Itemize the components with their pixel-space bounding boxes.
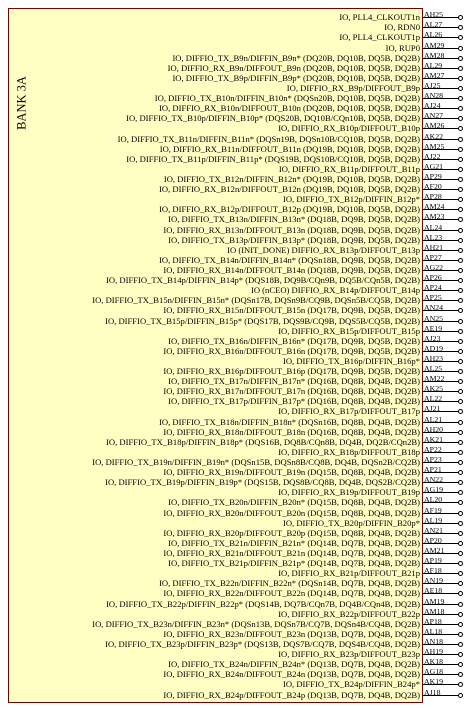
pin-number: AP18 [424,616,442,626]
pin-row [0,525,470,538]
pin-number: AK25 [424,384,444,394]
pin-end-dot [458,228,463,233]
pin-number: AN22 [424,475,444,485]
pin-end-dot [458,207,463,212]
pin-end-dot [458,66,463,71]
pin-end-dot [458,116,463,121]
pin-end-dot [458,581,463,586]
pin-signal-label: IO, DIFFIO_RX_B23p/DIFFOUT_B23p [278,649,420,660]
pin-end-dot [458,319,463,324]
pin-row [0,285,470,295]
pin-row [0,93,470,103]
pin-number: AP20 [424,535,442,545]
pin-row [0,252,470,265]
pin-signal-label: IO, DIFFIO_TX_B23p/DIFFIN_B23p* (DQS13B, DQS7B/CQ7B, DQS4B/CQ4B, DQ2B) [105,639,420,650]
pin-signal-label: IO, RDN0 [384,22,420,33]
pin-row [0,123,470,133]
pin-end-dot [458,612,463,617]
pin-number: AP29 [424,171,442,181]
pin-number: AK19 [424,677,444,687]
pin-row [0,262,470,275]
pin-signal-label: IO, DIFFIO_TX_B15p/DIFFIN_B15p* (DQS17B, DQS9B/CQ9B, DQS5B/CQ5B, DQ2B) [105,315,420,326]
pin-end-dot [458,693,463,698]
pin-signal-label: IO, DIFFIO_RX_B10n/DIFFOUT_B10n (DQ20B, DQ10B, DQ5B, DQ2B) [159,103,420,114]
pin-end-dot [458,420,463,425]
pin-end-dot [458,480,463,485]
pin-number: AK21 [424,434,444,444]
pin-row [0,515,470,528]
pin-signal-label: IO, PLL4_CLKOUT1n [339,12,420,23]
pin-row [0,535,470,548]
pin-end-dot [458,167,463,172]
pin-row [0,222,470,235]
pin-end-dot [458,662,463,667]
pin-number: AK22 [424,131,444,141]
pin-row [0,204,470,214]
pin-signal-label: IO, DIFFIO_RX_B24n/DIFFOUT_B24n (DQ13B, DQ7B, DQ4B, DQ2B) [163,669,420,680]
pin-end-dot [458,511,463,516]
pin-signal-label: IO, DIFFIO_RX_B17n/DIFFOUT_B17n (DQ16B, DQ8B, DQ4B, DQ2B) [163,386,420,397]
pin-signal-label: IO, DIFFIO_TX_B11n/DIFFIN_B11n* (DQSn19B, DQSn10B/CQ10B, DQ5B, DQ2B) [117,133,420,144]
pin-signal-label: IO, DIFFIO_RX_B20p/DIFFOUT_B20p (DQ15B, DQ8B, DQ4B, DQ2B) [163,527,420,538]
pin-end-dot [458,46,463,51]
pin-signal-label: IO, DIFFIO_TX_B10p/DIFFIN_B10p* (DQS20B, DQ10B/CQn10B, DQ5B, DQ2B) [126,113,420,124]
pin-number: AH21 [424,242,444,252]
pin-row [0,669,470,679]
pin-row [0,103,470,113]
pin-row [0,353,470,366]
pin-signal-label: IO, DIFFIO_TX_B17p/DIFFIN_B17p* (DQ16B, DQ8B, DQ4B, DQ2B) [168,396,420,407]
pin-signal-label: IO, DIFFIO_RX_B14n/DIFFOUT_B14n (DQ18B, DQ9B, DQ5B, DQ2B) [163,264,420,275]
pin-signal-label: IO, DIFFIO_TX_B18p/DIFFIN_B18p* (DQS16B, DQ8B/CQn8B, DQ4B, DQ2B/CQn2B) [106,436,420,447]
pin-number: AE19 [424,323,443,333]
pin-row [0,386,470,396]
pin-number: AN21 [424,525,444,535]
pin-number: AP22 [424,444,442,454]
pin-row [0,414,470,427]
pin-signal-label: IO, DIFFIO_TX_B14p/DIFFIN_B14p* (DQS18B, DQ9B/CQn9B, DQ5B/CQn5B, DQ2B) [106,275,420,286]
pin-end-dot [458,278,463,283]
pin-end-dot [458,126,463,131]
pin-signal-label: IO, DIFFIO_TX_B22n/DIFFIN_B22n* (DQSn14B, DQ7B, DQ4B, DQ2B) [159,578,420,589]
pin-end-dot [458,541,463,546]
pin-number: AP23 [424,455,442,465]
pin-row [0,141,470,154]
pin-row [0,424,470,437]
pin-end-dot [458,672,463,677]
pin-signal-label: IO, DIFFIO_TX_B11p/DIFFIN_B11p* (DQS19B, DQS10B/CQ10B, DQ5B, DQ2B) [126,153,420,164]
pin-end-dot [458,500,463,505]
pin-end-dot [458,632,463,637]
pin-row [0,214,470,224]
pin-signal-label: IO, DIFFIO_TX_B24n/DIFFIN_B24n* (DQ13B, DQ7B, DQ4B, DQ2B) [168,659,420,670]
pin-number: AF18 [424,566,442,576]
pin-end-dot [458,490,463,495]
pin-row [0,434,470,447]
pin-signal-label: IO, DIFFIO_TX_B14n/DIFFIN_B14n* (DQSn18B, DQ9B, DQ5B, DQ2B) [159,254,420,265]
pin-number: AH19 [424,647,444,657]
pin-number: AP26 [424,273,442,283]
pin-end-dot [458,399,463,404]
pin-signal-label: IO, DIFFIO_RX_B24p/DIFFOUT_B24p (DQ13B, DQ7B, DQ4B, DQ2B) [163,689,420,700]
pin-number: AJ25 [424,80,441,90]
pin-end-dot [458,450,463,455]
pin-end-dot [458,339,463,344]
pin-row [0,171,470,184]
pin-signal-label: IO, DIFFIO_TX_B20p/DIFFIN_B20p* [282,517,420,528]
pin-number: AJ22 [424,151,441,161]
pin-number: AM23 [424,212,445,222]
pin-signal-label: IO, DIFFIO_TX_B18n/DIFFIN_B18n* (DQSn16B, DQ8B, DQ4B, DQ2B) [159,416,420,427]
pin-row [0,444,470,457]
pin-end-dot [458,440,463,445]
pin-end-dot [458,349,463,354]
pin-signal-label: IO, DIFFIO_TX_B15n/DIFFIN_B15n* (DQSn17B, DQSn9B/CQ9B, DQSn5B/CQ5B, DQ2B) [92,295,420,306]
pin-number: AP25 [424,293,442,303]
pin-signal-label: IO, DIFFIO_RX_B15n/DIFFOUT_B15n (DQ17B, DQ9B, DQ5B, DQ2B) [163,305,420,316]
pin-signal-label: IO, DIFFIO_TX_B21p/DIFFIN_B21p* (DQ14B, DQ7B, DQ4B, DQ2B) [168,558,420,569]
pin-signal-label: IO, DIFFIO_TX_B17n/DIFFIN_B17n* (DQ16B, DQ8B, DQ4B, DQ2B) [168,376,420,387]
pin-number: AH23 [424,353,444,363]
pin-end-dot [458,187,463,192]
pin-row [0,616,470,629]
pin-number: AK18 [424,657,444,667]
pin-number: AM18 [424,606,445,616]
pin-signal-label: IO, DIFFIO_TX_B24p/DIFFIN_B24p* [282,679,420,690]
pin-end-dot [458,329,463,334]
pin-row [0,687,470,700]
pin-end-dot [458,531,463,536]
pin-number: AM27 [424,70,445,80]
bank-label-text: BANK 3A [14,76,29,130]
pin-row [0,596,470,609]
pin-row [0,343,470,356]
pin-end-dot [458,197,463,202]
pin-row [0,588,470,598]
pin-row [0,396,470,406]
pin-end-dot [458,551,463,556]
pin-signal-label: IO (INIT_DONE) DIFFIO_RX_B13p/DIFFOUT_B13p [227,244,420,255]
pin-number: AP19 [424,556,442,566]
pin-signal-label: IO, DIFFIO_RX_B10p/DIFFOUT_B10p [278,123,420,134]
pin-row [0,649,470,659]
pin-number: AF20 [424,182,442,192]
pin-signal-label: IO, PLL4_CLKOUT1p [339,32,420,43]
pin-number: AG21 [424,161,444,171]
pin-row [0,505,470,518]
pin-end-dot [458,571,463,576]
pin-end-dot [458,157,463,162]
pin-end-dot [458,177,463,182]
pin-end-dot [458,369,463,374]
pin-row [0,548,470,558]
pin-end-dot [458,561,463,566]
pin-number: AL21 [424,414,443,424]
pin-signal-label: IO, DIFFIO_TX_B16n/DIFFIN_B16n* (DQ17B, DQ9B, DQ5B, DQ2B) [168,335,420,346]
pin-signal-label: IO, DIFFIO_RX_B11p/DIFFOUT_B11p [278,163,420,174]
pin-row [0,60,470,73]
pin-end-dot [458,288,463,293]
pin-signal-label: IO, DIFFIO_RX_B12p/DIFFOUT_B12p (DQ19B, DQ10B, DQ5B, DQ2B) [159,204,420,215]
pin-row [0,558,470,568]
pin-row [0,323,470,336]
pin-end-dot [458,258,463,263]
pin-end-dot [458,652,463,657]
pin-end-dot [458,521,463,526]
pin-row [0,487,470,497]
pin-end-dot [458,76,463,81]
pin-row [0,333,470,346]
pin-number: AL29 [424,60,443,70]
pin-end-dot [458,379,463,384]
pin-number: AE18 [424,586,443,596]
pin-row [0,131,470,144]
pin-number: AP24 [424,283,442,293]
pin-number: AN25 [424,313,444,323]
pin-end-dot [458,35,463,40]
pin-number: AN19 [424,576,444,586]
pin-signal-label: IO, DIFFIO_TX_B10n/DIFFIN_B10n* (DQSn20B, DQ10B, DQ5B, DQ2B) [154,93,420,104]
pin-signal-label: IO, DIFFIO_RX_B11n/DIFFOUT_B11n (DQ19B, DQ10B, DQ5B, DQ2B) [159,143,420,154]
pin-row [0,32,470,42]
pin-signal-label: IO, DIFFIO_RX_B15p/DIFFOUT_B15p [278,325,420,336]
pin-end-dot [458,96,463,101]
pin-signal-label: IO, DIFFIO_RX_B18p/DIFFOUT_B18p [278,446,420,457]
pin-signal-label: IO, DIFFIO_RX_B22p/DIFFOUT_B22p [278,608,420,619]
pin-signal-label: IO, DIFFIO_TX_B12n/DIFFIN_B12n* (DQ19B, DQ10B, DQ5B, DQ2B) [163,173,420,184]
pin-number: AN28 [424,91,444,101]
pin-signal-label: IO, DIFFIO_RX_B23n/DIFFOUT_B23n (DQ13B, DQ7B, DQ4B, DQ2B) [163,628,420,639]
pin-number: AG18 [424,667,444,677]
pin-signal-label: IO, DIFFIO_RX_B21p/DIFFOUT_B21p [278,568,420,579]
pin-row [0,295,470,305]
pin-number: AJ24 [424,101,441,111]
pin-number: AL22 [424,394,443,404]
pin-number: AH20 [424,424,444,434]
pin-signal-label: IO, DIFFIO_RX_B21n/DIFFOUT_B21n (DQ14B, DQ7B, DQ4B, DQ2B) [163,548,420,559]
pin-row [0,113,470,123]
pin-number: AM28 [424,50,445,60]
pin-row [0,70,470,83]
pin-end-dot [458,15,463,20]
pin-number: AH25 [424,10,444,20]
pin-number: AN24 [424,303,444,313]
pin-signal-label: IO, DIFFIO_TX_B20n/DIFFIN_B20n* (DQ15B, DQ8B, DQ4B, DQ2B) [168,497,420,508]
pin-signal-label: IO, DIFFIO_RX_B17p/DIFFOUT_B17p [278,406,420,417]
pin-end-dot [458,591,463,596]
pin-end-dot [458,470,463,475]
pin-signal-label: IO, DIFFIO_TX_B9p/DIFFIN_B9p* (DQ20B, DQ10B, DQ5B, DQ2B) [172,72,420,83]
pin-signal-label: IO, DIFFIO_TX_B16p/DIFFIN_B16p* [282,355,420,366]
pin-end-dot [458,642,463,647]
pin-row [0,232,470,245]
pin-number: AM24 [424,202,445,212]
pin-row [0,679,470,689]
pin-number: AF19 [424,505,442,515]
pin-row [0,50,470,63]
pin-signal-label: IO, DIFFIO_TX_B13n/DIFFIN_B13n* (DQ18B, DQ9B, DQ5B, DQ2B) [168,214,420,225]
pin-number: AL26 [424,30,443,40]
pin-row [0,568,470,578]
pin-signal-label: IO, RUP0 [385,42,420,53]
pin-signal-label: IO, DIFFIO_TX_B19p/DIFFIN_B19p* (DQS15B, DQS8B/CQ8B, DQ4B, DQS2B/CQ2B) [105,477,420,488]
pin-number: AL27 [424,20,443,30]
pin-row [0,22,470,32]
pin-end-dot [458,298,463,303]
pin-end-dot [458,460,463,465]
pin-number: AL19 [424,515,443,525]
pin-end-dot [458,430,463,435]
pin-row [0,457,470,467]
pin-number: AG22 [424,262,444,272]
pin-row [0,626,470,639]
pin-row [0,659,470,669]
pin-number: AN18 [424,637,444,647]
pin-signal-label: IO, DIFFIO_RX_B22n/DIFFOUT_B22n (DQ14B, DQ7B, DQ4B, DQ2B) [163,588,420,599]
pin-end-dot [458,359,463,364]
pin-row [0,194,470,204]
pin-end-dot [458,106,463,111]
pin-end-dot [458,25,463,30]
pin-end-dot [458,248,463,253]
pin-end-dot [458,622,463,627]
pin-row [0,467,470,477]
pin-end-dot [458,682,463,687]
pin-end-dot [458,137,463,142]
pin-row [0,366,470,376]
pin-row [0,376,470,386]
pin-row [0,313,470,326]
pin-signal-label: IO, DIFFIO_TX_B19n/DIFFIN_B19n* (DQSn15B, DQSn8B/CQ8B, DQ4B, DQSn2B/CQ2B) [92,457,420,468]
pin-signal-label: IO, DIFFIO_RX_B19p/DIFFOUT_B19p [278,487,420,498]
pin-number: AM25 [424,141,445,151]
pin-number: AD19 [424,343,444,353]
pin-signal-label: IO, DIFFIO_RX_B16p/DIFFOUT_B16p (DQ17B, DQ9B, DQ5B, DQ2B) [163,366,420,377]
pin-signal-label: IO, DIFFIO_RX_B13n/DIFFOUT_B13n (DQ18B, DQ9B, DQ5B, DQ2B) [163,224,420,235]
pin-signal-label: IO, DIFFIO_RX_B9n/DIFFOUT_B9n (DQ20B, DQ10B, DQ5B, DQ2B) [167,62,420,73]
pin-end-dot [458,147,463,152]
pin-row [0,242,470,255]
pin-row [0,161,470,174]
pin-row [0,12,470,22]
pin-number: AJ18 [424,687,441,697]
pin-row [0,639,470,649]
pin-row [0,184,470,194]
pin-row [0,606,470,619]
pin-end-dot [458,409,463,414]
pin-row [0,40,470,53]
pin-row [0,497,470,507]
pin-number: AG19 [424,485,444,495]
pin-number: AM22 [424,374,445,384]
pin-signal-label: IO, DIFFIO_RX_B9p/DIFFOUT_B9p [286,82,420,93]
pin-number: AP28 [424,192,442,202]
pin-end-dot [458,217,463,222]
pin-number: AL18 [424,626,443,636]
pin-number: AL24 [424,222,443,232]
pin-number: AJ23 [424,333,441,343]
pin-signal-label: IO, DIFFIO_TX_B23n/DIFFIN_B23n* (DQSn13B, DQSn7B/CQ7B, DQSn4B/CQ4B, DQ2B) [92,618,420,629]
pin-number: AL25 [424,364,443,374]
pin-row [0,305,470,315]
pin-signal-label: IO, DIFFIO_RX_B19n/DIFFOUT_B19n (DQ15B, DQ8B, DQ4B, DQ2B) [163,467,420,478]
pin-row [0,275,470,285]
pin-signal-label: IO, DIFFIO_TX_B13p/DIFFIN_B13p* (DQ18B, DQ9B, DQ5B, DQ2B) [168,234,420,245]
pin-number: AJ21 [424,404,441,414]
pin-signal-label: IO, DIFFIO_TX_B22p/DIFFIN_B22p* (DQS14B, DQ7B/CQn7B, DQ4B/CQn4B, DQ2B) [106,598,420,609]
pin-signal-label: IO, DIFFIO_RX_B12n/DIFFOUT_B12n (DQ19B, DQ10B, DQ5B, DQ2B) [159,184,420,195]
pin-number: AM29 [424,40,445,50]
pin-signal-label: IO, DIFFIO_RX_B16n/DIFFOUT_B16n (DQ17B, DQ9B, DQ5B, DQ2B) [163,345,420,356]
pin-signal-label: IO, DIFFIO_RX_B20n/DIFFOUT_B20n (DQ15B, DQ8B, DQ4B, DQ2B) [163,507,420,518]
pin-end-dot [458,308,463,313]
pin-end-dot [458,268,463,273]
pin-number: AL23 [424,232,443,242]
pin-number: AM26 [424,121,445,131]
pin-end-dot [458,86,463,91]
pin-end-dot [458,56,463,61]
pin-number: AM19 [424,596,445,606]
pin-signal-label: IO, DIFFIO_TX_B12p/DIFFIN_B12p* [282,194,420,205]
pin-signal-label: IO (nCEO) DIFFIO_RX_B14p/DIFFOUT_B14p [250,285,420,296]
pin-row [0,80,470,93]
pin-number: AL20 [424,495,443,505]
pin-number: AM21 [424,546,445,556]
pin-signal-label: IO, DIFFIO_TX_B21n/DIFFIN_B21n* (DQ14B, DQ7B, DQ4B, DQ2B) [168,537,420,548]
pin-row [0,477,470,487]
pin-end-dot [458,238,463,243]
pin-number: AP27 [424,252,442,262]
pin-end-dot [458,389,463,394]
pin-row [0,406,470,416]
pin-end-dot [458,602,463,607]
pin-number: AN27 [424,111,444,121]
pin-signal-label: IO, DIFFIO_RX_B18n/DIFFOUT_B18n (DQ16B, DQ8B, DQ4B, DQ2B) [163,426,420,437]
pin-signal-label: IO, DIFFIO_TX_B9n/DIFFIN_B9n* (DQ20B, DQ10B, DQ5B, DQ2B) [172,52,420,63]
pin-number: AP21 [424,465,442,475]
pin-row [0,151,470,164]
pin-row [0,578,470,588]
